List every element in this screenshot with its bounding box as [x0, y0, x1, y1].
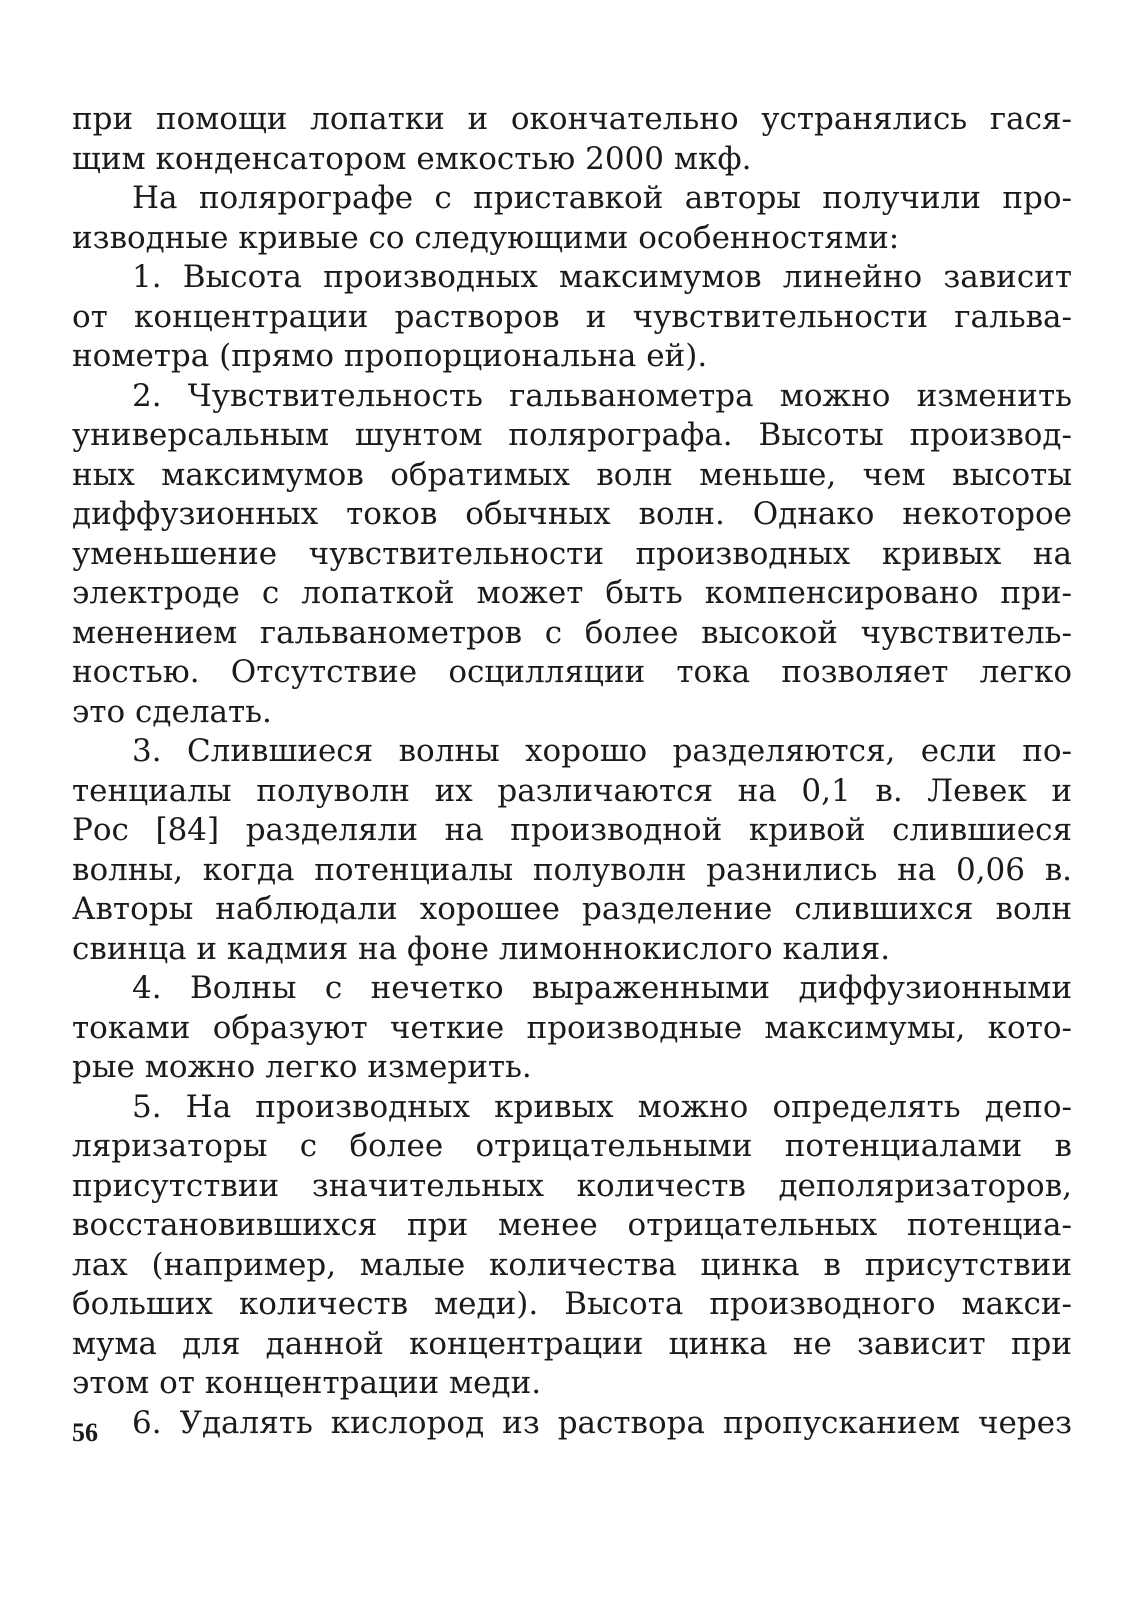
text-line: менением гальванометров с более высокой чувствитель-: [72, 614, 1072, 651]
page-number: 56: [72, 1418, 98, 1447]
text-line: токами образуют четкие производные максимумы, кото-: [72, 1009, 1072, 1046]
text-line: нометра (прямо пропорциональна ей).: [72, 338, 708, 374]
text-line: универсальным шунтом полярографа. Высоты производ-: [72, 417, 1072, 453]
text-line: 3. Слившиеся волны хорошо разделяются, если по-: [132, 733, 1072, 769]
text-line: диффузионных токов обычных волн. Однако некоторое: [72, 496, 1072, 532]
text-line: 1. Высота производных максимумов линейно зависит: [132, 259, 1072, 295]
text-line: 6. Удалять кислород из раствора пропусканием через: [132, 1404, 1072, 1441]
text-line: изводные кривые со следующими особенностями:: [72, 219, 900, 256]
text-line: этом от концентрации меди.: [72, 1365, 542, 1401]
text-line: больших количеств меди). Высота производного макси-: [72, 1286, 1072, 1322]
text-line: 5. На производных кривых можно определять депо-: [132, 1088, 1072, 1125]
text-line: от концентрации растворов и чувствительности гальва-: [72, 298, 1072, 335]
text-line: при помощи лопатки и окончательно устранялись гася-: [72, 101, 1072, 137]
text-line: Рос [84] разделяли на производной кривой слившиеся: [72, 812, 1072, 848]
text-line: электроде с лопаткой может быть компенсировано при-: [72, 575, 1072, 611]
text-line: 2. Чувствительность гальванометра можно изменить: [132, 377, 1072, 414]
text-line: щим конденсатором емкостью 2000 мкф.: [72, 140, 752, 177]
text-line: уменьшение чувствительности производных кривых на: [72, 535, 1072, 572]
text-line: ных максимумов обратимых волн меньше, чем высоты: [72, 456, 1072, 493]
text-line: волны, когда потенциалы полуволн разнились на 0,06 в.: [72, 851, 1072, 888]
page-text: [72, 100, 1072, 1580]
text-line: присутствии значительных количеств деполяризаторов,: [72, 1167, 1072, 1204]
text-line: это сделать.: [72, 693, 272, 730]
text-line: ностью. Отсутствие осцилляции тока позволяет легко: [72, 654, 1072, 690]
text-line: тенциалы полуволн их различаются на 0,1 в. Левек и: [72, 772, 1072, 809]
text-line: лах (например, малые количества цинка в присутствии: [72, 1246, 1072, 1283]
text-line: восстановившихся при менее отрицательных потенциа-: [72, 1207, 1072, 1243]
text-line: 4. Волны с нечетко выраженными диффузионными: [132, 970, 1072, 1006]
text-line: Авторы наблюдали хорошее разделение слившихся волн: [72, 891, 1072, 927]
text-line: свинца и кадмия на фоне лимоннокислого калия.: [72, 930, 891, 967]
text-line: ляризаторы с более отрицательными потенциалами в: [72, 1128, 1072, 1164]
text-line: рые можно легко измерить.: [72, 1049, 532, 1085]
text-line: мума для данной концентрации цинка не зависит при: [72, 1325, 1072, 1362]
text-line: На полярографе с приставкой авторы получили про-: [132, 180, 1072, 216]
